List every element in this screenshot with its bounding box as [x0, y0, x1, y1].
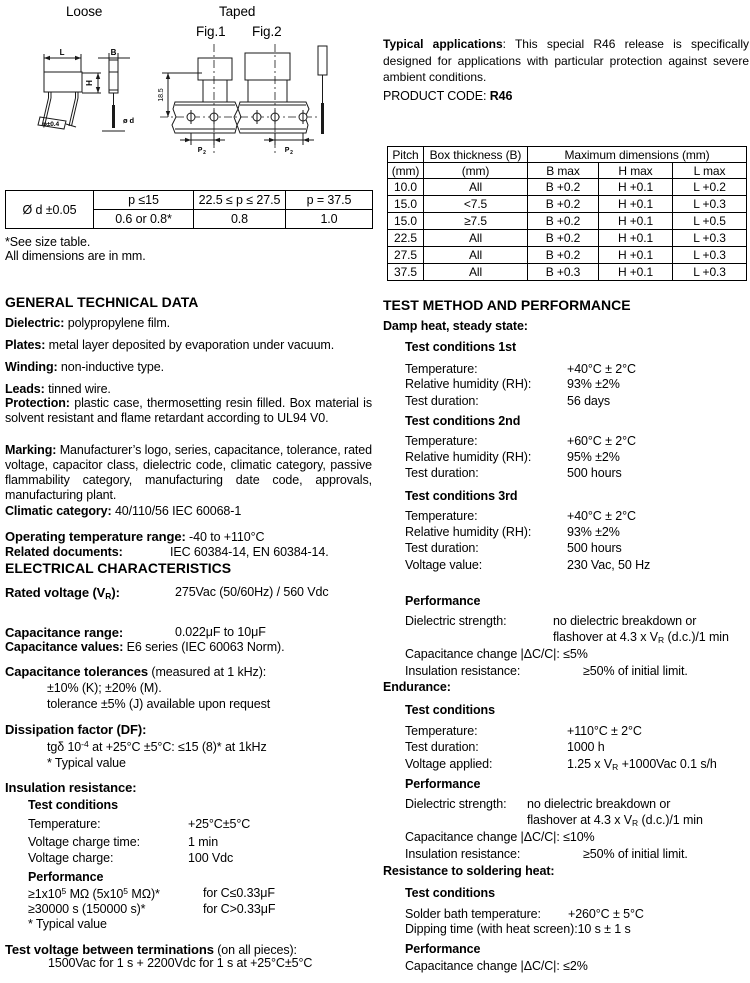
damp-dielectric-strength-label: Dielectric strength:	[405, 614, 507, 628]
endurance-voltage-label: Voltage applied:	[405, 757, 493, 771]
damp-capacitance-change-line: Capacitance change |ΔC/C|: ≤5%	[405, 647, 588, 661]
dim-label-p2-sub-fig2: 2	[290, 150, 293, 156]
tc3-humidity-value: 93% ±2%	[567, 525, 620, 539]
solder-bath-label: Solder bath temperature:	[405, 907, 541, 921]
dim-label-p2-fig1: P	[197, 147, 203, 154]
leads-line: Leads: tinned wire.	[5, 382, 111, 396]
footnote-see-size-table: *See size table.	[5, 235, 91, 249]
tc1-humidity-value: 93% ±2%	[567, 377, 620, 391]
tc3-duration-value: 500 hours	[567, 541, 622, 555]
protection-paragraph: Protection: plastic case, thermosetting resin filled. Box material is solvent resistant and flame retardant according to UL94 V0.	[5, 396, 372, 425]
taped-label: Taped	[219, 4, 256, 19]
damp-dielectric-strength-value-1: no dielectric breakdown or	[553, 614, 697, 628]
tc1-humidity-label: Relative humidity (RH):	[405, 377, 532, 391]
marking-paragraph: Marking: Manufacturer’s logo, series, capacitance, tolerance, rated voltage, capacitor class, dielectric code, climatic category, passive flammability category, manufacturing date code, approvals, manufacturing plant.	[5, 443, 372, 502]
typical-applications-text: : This special R46 release is specifically designed for applications with particular protection against severe ambient conditions.	[383, 37, 750, 84]
damp-performance-title: Performance	[405, 594, 481, 608]
tc2-humidity-label: Relative humidity (RH):	[405, 450, 532, 464]
endurance-temperature-label: Temperature:	[405, 724, 478, 738]
cell: All	[424, 230, 528, 247]
cell: 15.0	[388, 213, 424, 230]
cell: H +0.1	[599, 179, 673, 196]
dim-label-p: p±0.4	[42, 121, 60, 128]
dim-label-p2-fig2: P	[284, 147, 290, 154]
lead-table-value: 0.8	[194, 210, 286, 229]
dim-table-row	[388, 247, 747, 264]
dim-table-header-bmax: B max	[528, 163, 599, 179]
capacitance-tolerances-line: Capacitance tolerances (measured at 1 kHz):	[5, 664, 267, 679]
dim-table-header-pitch: Pitch	[388, 147, 424, 163]
cell: ≥7.5	[424, 213, 528, 230]
tc1-temperature-value: +40°C ± 2°C	[567, 362, 636, 376]
test-conditions-title-left: Test conditions	[28, 798, 118, 812]
endurance-voltage-value: 1.25 x $V_R +1000Vac$ 0.1 s/h	[567, 757, 717, 772]
dim-table-row	[388, 213, 747, 230]
endurance-test-conditions-title: Test conditions	[405, 703, 495, 717]
damp-heat-title: Damp heat, steady state:	[383, 319, 528, 333]
dim-table-header-pitch-unit: (mm)	[388, 163, 424, 179]
ir-performance-2: ≥30000 s (150000 s)*	[28, 902, 146, 916]
soldering-performance-title: Performance	[405, 942, 481, 956]
test-voltage-line: Test voltage between terminations (on all pieces):	[5, 942, 297, 957]
tolerance-line-2: tolerance ±5% (J) available upon request	[47, 697, 271, 711]
maximum-dimensions-table	[387, 146, 747, 281]
soldering-capacitance-change-line: Capacitance change |ΔC/C|: ≤2%	[405, 959, 588, 973]
fig2-label: Fig.2	[252, 24, 282, 39]
tolerance-line-1: ±10% (K); ±20% (M).	[47, 681, 162, 695]
related-documents-value: IEC 60384-14, EN 60384-14.	[170, 545, 329, 559]
dim-table-header-maxdim: Maximum dimensions (mm)	[528, 147, 747, 163]
tc1-duration-value: 56 days	[567, 394, 611, 408]
rated-voltage-label: Rated voltage $(V_R)$:	[5, 585, 120, 601]
plates-line: Plates: metal layer deposited by evaporation under vacuum.	[5, 338, 335, 352]
cell: L +0.3	[673, 230, 747, 247]
cell: All	[424, 264, 528, 281]
tc2-humidity-value: 95% ±2%	[567, 450, 620, 464]
damp-dielectric-strength-value-2: flashover at 4.3 x $V_R$ (d.c.)/1 min	[553, 630, 729, 645]
cell: 10.0	[388, 179, 424, 196]
cell: H +0.1	[599, 230, 673, 247]
cell: L +0.2	[673, 179, 747, 196]
cell: 22.5	[388, 230, 424, 247]
dim-label-tape-height: 18.5	[158, 88, 165, 102]
winding-line: Winding: non-inductive type.	[5, 360, 164, 374]
tc3-voltage-value: 230 Vac, 50 Hz	[567, 558, 651, 572]
cell: L +0.3	[673, 264, 747, 281]
cell: H +0.1	[599, 247, 673, 264]
performance-title-left: Performance	[28, 870, 104, 884]
dim-label-l: L	[59, 48, 65, 57]
lead-table-value: 0.6 or 0.8*	[94, 210, 194, 229]
taped-capacitors-figure	[156, 44, 336, 159]
endurance-title: Endurance:	[383, 680, 451, 694]
ir-charge-time-label: Voltage charge time:	[28, 835, 140, 849]
dim-label-h: H	[85, 80, 94, 86]
lead-table-value: 1.0	[286, 210, 373, 229]
dim-label-d: ø d	[123, 116, 134, 125]
capacitance-values-line: Capacitance values: E6 series (IEC 60063 Norm).	[5, 640, 285, 654]
damp-insulation-resistance-value: ≥50% of initial limit.	[583, 664, 688, 678]
test-conditions-1st-title: Test conditions 1st	[405, 340, 517, 354]
general-technical-data-title: GENERAL TECHNICAL DATA	[5, 294, 199, 310]
loose-label: Loose	[66, 4, 103, 19]
tc2-temperature-value: +60°C ± 2°C	[567, 434, 636, 448]
dim-table-header-lmax: L max	[673, 163, 747, 179]
cell: 15.0	[388, 196, 424, 213]
cell: All	[424, 179, 528, 196]
product-code-value: R46	[489, 89, 513, 103]
damp-insulation-resistance-label: Insulation resistance:	[405, 664, 521, 678]
cell: H +0.1	[599, 264, 673, 281]
typical-value-note-2: * Typical value	[28, 917, 107, 931]
ir-charge-label: Voltage charge:	[28, 851, 114, 865]
dielectric-line: Dielectric: polypropylene film.	[5, 316, 171, 330]
dipping-time-line: Dipping time (with heat screen):10 s ± 1 s	[405, 922, 631, 936]
endurance-duration-label: Test duration:	[405, 740, 479, 754]
cell: L +0.5	[673, 213, 747, 230]
ir-charge-time-value: 1 min	[188, 835, 219, 849]
cell: B +0.2	[528, 179, 599, 196]
endurance-duration-value: 1000 h	[567, 740, 605, 754]
tc3-temperature-label: Temperature:	[405, 509, 478, 523]
dim-table-header-box-unit: (mm)	[424, 163, 528, 179]
ir-charge-value: 100 Vdc	[188, 851, 234, 865]
soldering-heat-title: Resistance to soldering heat:	[383, 864, 555, 878]
lead-table-row-label: Ø d ±0.05	[6, 191, 94, 229]
test-conditions-3rd-title: Test conditions 3rd	[405, 489, 518, 503]
operating-temperature-line: Operating temperature range: -40 to +110°C	[5, 529, 265, 544]
endurance-performance-title: Performance	[405, 777, 481, 791]
endurance-insulation-resistance-label: Insulation resistance:	[405, 847, 521, 861]
dim-table-row	[388, 230, 747, 247]
dim-table-row	[388, 196, 747, 213]
ir-performance-2-condition: for C>0.33μF	[203, 902, 276, 916]
capacitance-range-label: Capacitance range:	[5, 625, 124, 640]
related-documents-label: Related documents:	[5, 545, 123, 559]
tc2-temperature-label: Temperature:	[405, 434, 478, 448]
soldering-test-conditions-title: Test conditions	[405, 886, 495, 900]
cell: B +0.2	[528, 196, 599, 213]
typical-value-note-1: * Typical value	[47, 756, 126, 770]
solder-bath-value: +260°C ± 5°C	[568, 907, 644, 921]
ir-performance-1-condition: for C≤0.33μF	[203, 886, 275, 900]
fig1-label: Fig.1	[196, 24, 226, 39]
endurance-capacitance-change-line: Capacitance change |ΔC/C|: ≤10%	[405, 830, 595, 844]
tc1-duration-label: Test duration:	[405, 394, 479, 408]
lead-table-header: 22.5 ≤ p ≤ 27.5	[194, 191, 286, 210]
cell: All	[424, 247, 528, 264]
dim-table-header-hmax: H max	[599, 163, 673, 179]
tc1-temperature-label: Temperature:	[405, 362, 478, 376]
test-method-title: TEST METHOD AND PERFORMANCE	[383, 297, 631, 313]
dim-table-row	[388, 179, 747, 196]
cell: L +0.3	[673, 247, 747, 264]
footnote-dimensions-mm: All dimensions are in mm.	[5, 249, 146, 263]
climatic-category-line: Climatic category: 40/110/56 IEC 60068-1	[5, 504, 242, 518]
lead-diameter-table	[5, 190, 373, 229]
ir-temperature-label: Temperature:	[28, 817, 101, 831]
cell: <7.5	[424, 196, 528, 213]
test-voltage-value: 1500Vac for 1 s + 2200Vdc for 1 s at +25°C±5°C	[48, 956, 313, 970]
typical-applications-paragraph	[383, 36, 749, 86]
loose-capacitor-figure	[30, 44, 135, 139]
dim-table-header-box: Box thickness (B)	[424, 147, 528, 163]
cell: 27.5	[388, 247, 424, 264]
tc3-temperature-value: +40°C ± 2°C	[567, 509, 636, 523]
product-code-label: PRODUCT CODE:	[383, 89, 490, 103]
tc3-voltage-label: Voltage value:	[405, 558, 483, 572]
typical-applications-label: Typical applications	[383, 37, 503, 51]
dim-label-p2-sub-fig1: 2	[203, 150, 206, 156]
dim-table-row	[388, 264, 747, 281]
product-code-line	[383, 89, 512, 103]
cell: L +0.3	[673, 196, 747, 213]
endurance-dielectric-strength-value-1: no dielectric breakdown or	[527, 797, 671, 811]
insulation-resistance-label: Insulation resistance:	[5, 780, 137, 795]
cell: 37.5	[388, 264, 424, 281]
endurance-insulation-resistance-value: ≥50% of initial limit.	[583, 847, 688, 861]
rated-voltage-value: 275Vac (50/60Hz) / 560 Vdc	[175, 585, 329, 599]
tc3-duration-label: Test duration:	[405, 541, 479, 555]
endurance-temperature-value: +110°C ± 2°C	[567, 724, 642, 738]
cell: B +0.3	[528, 264, 599, 281]
ir-temperature-value: +25°C±5°C	[188, 817, 251, 831]
dissipation-factor-label: Dissipation factor (DF):	[5, 722, 147, 737]
lead-table-header: p = 37.5	[286, 191, 373, 210]
endurance-dielectric-strength-value-2: flashover at 4.3 x $V_R$ (d.c.)/1 min	[527, 813, 703, 828]
tc3-humidity-label: Relative humidity (RH):	[405, 525, 532, 539]
cell: B +0.2	[528, 230, 599, 247]
dim-label-b: B	[110, 48, 117, 57]
cell: H +0.1	[599, 213, 673, 230]
dissipation-factor-line: tgδ $10^{-4}$ at +25°C ±5°C: ≤15 (8)* at 1kHz	[47, 739, 267, 754]
test-conditions-2nd-title: Test conditions 2nd	[405, 414, 521, 428]
cell: H +0.1	[599, 196, 673, 213]
lead-table-header: p ≤15	[94, 191, 194, 210]
cell: B +0.2	[528, 213, 599, 230]
cell: B +0.2	[528, 247, 599, 264]
tc2-duration-label: Test duration:	[405, 466, 479, 480]
electrical-characteristics-title: ELECTRICAL CHARACTERISTICS	[5, 560, 232, 576]
ir-performance-1: $\ge 1x10^5$ MΩ ($5x10^5$ MΩ)*	[28, 886, 160, 901]
capacitance-range-value: 0.022μF to 10μF	[175, 625, 266, 639]
endurance-dielectric-strength-label: Dielectric strength:	[405, 797, 507, 811]
tc2-duration-value: 500 hours	[567, 466, 622, 480]
